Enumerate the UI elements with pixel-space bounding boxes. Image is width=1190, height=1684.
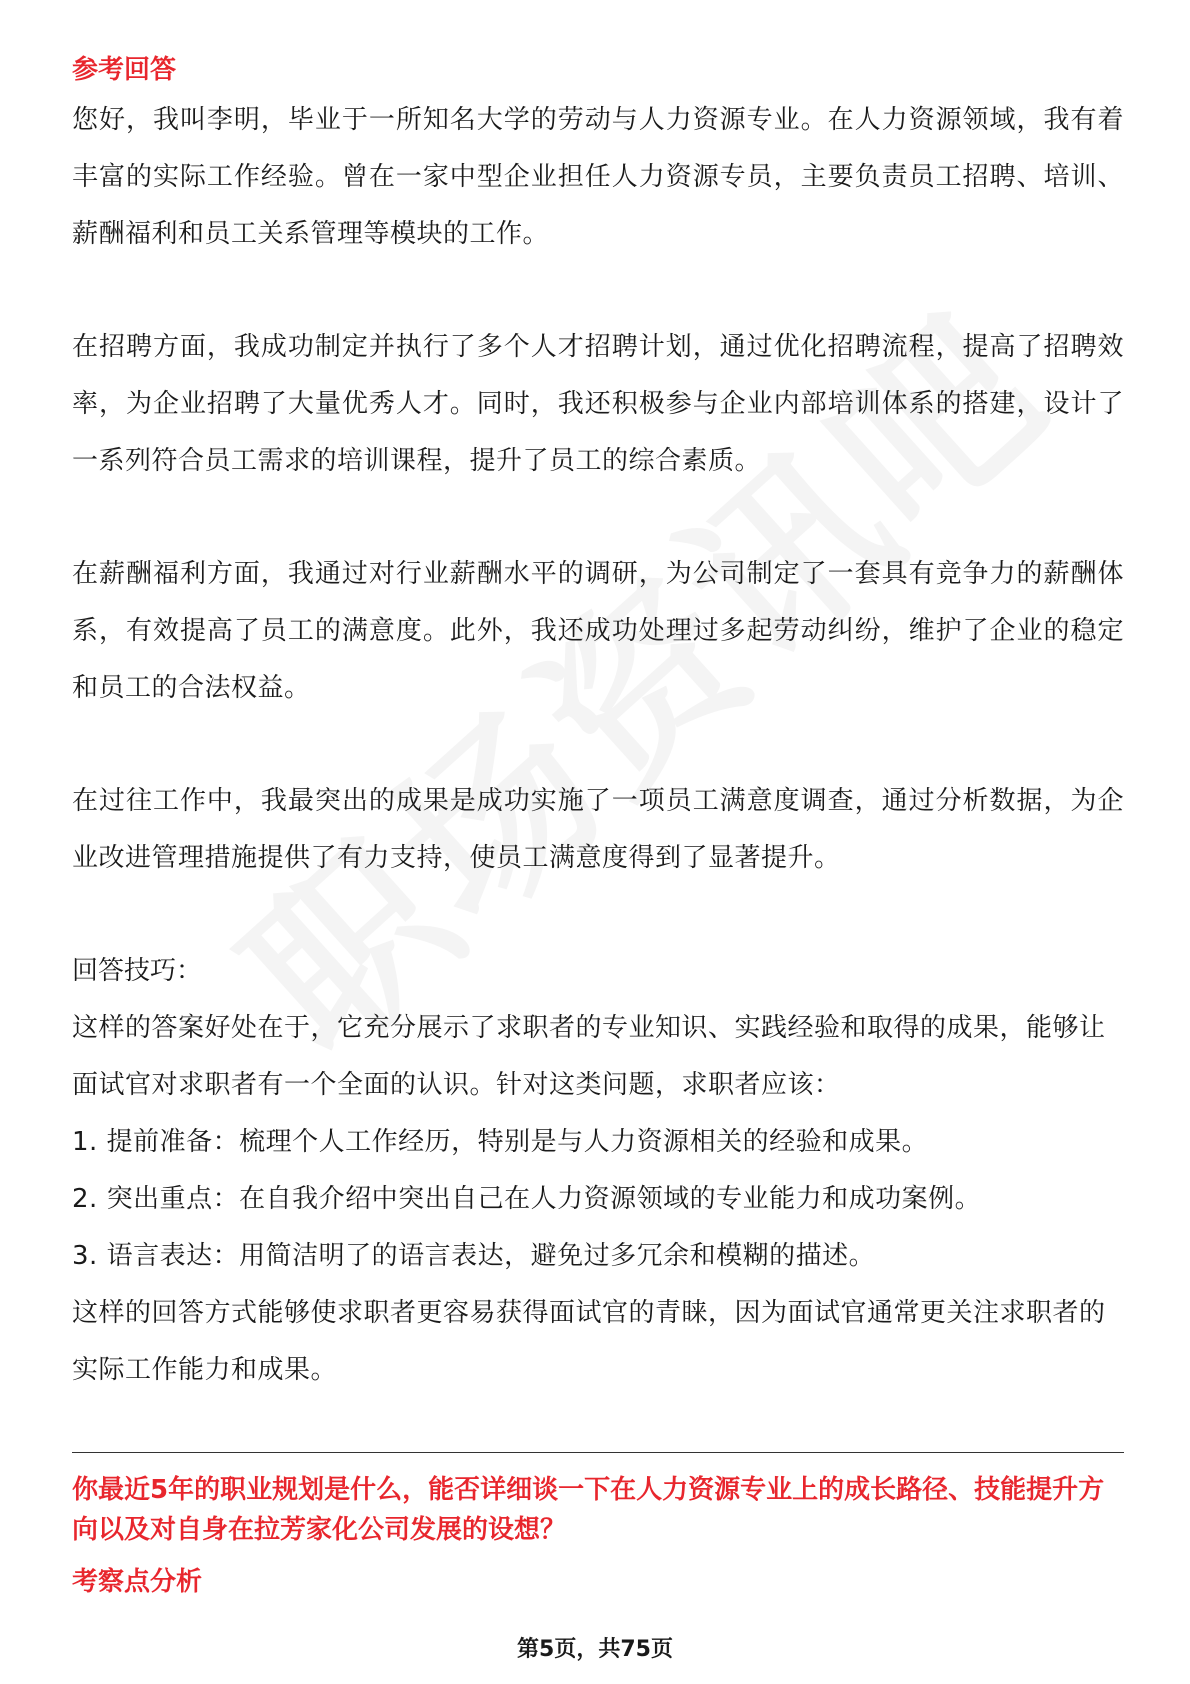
- answer-section: [72, 48, 1124, 1399]
- answer-paragraph-2: 在招聘方面，我成功制定并执行了多个人才招聘计划，通过优化招聘流程，提高了招聘效率，为企业招聘了大量优秀人才。同时，我还积极参与企业内部培训体系的搭建，设计了一系列符合员工需求的培训课程，提升了员工的综合素质。: [72, 332, 1124, 476]
- analysis-heading: 考察点分析: [72, 1567, 203, 1597]
- answer-paragraph-3: 在薪酬福利方面，我通过对行业薪酬水平的调研，为公司制定了一套具有竞争力的薪酬体系，有效提高了员工的满意度。此外，我还成功处理过多起劳动纠纷，维护了企业的稳定和员工的合法权益。: [72, 559, 1124, 703]
- tips-conclusion: 这样的回答方式能够使求职者更容易获得面试官的青睐，因为面试官通常更关注求职者的实际工作能力和成果。: [72, 1298, 1106, 1385]
- next-question: 你最近5年的职业规划是什么，能否详细谈一下在人力资源专业上的成长路径、技能提升方向以及对自身在拉芳家化公司发展的设想？: [72, 1475, 1105, 1545]
- page-number: 第5页，共75页: [517, 1637, 673, 1662]
- answer-paragraph-4: 在过往工作中，我最突出的成果是成功实施了一项员工满意度调查，通过分析数据，为企业改进管理措施提供了有力支持，使员工满意度得到了显著提升。: [72, 786, 1124, 873]
- answer-heading: 参考回答: [72, 55, 177, 85]
- answer-paragraph-1: 您好，我叫李明，毕业于一所知名大学的劳动与人力资源专业。在人力资源领域，我有着丰富的实际工作经验。曾在一家中型企业担任人力资源专员，主要负责员工招聘、培训、薪酬福利和员工关系管理等模块的工作。: [72, 105, 1124, 249]
- section-divider: [72, 1452, 1124, 1453]
- tips-item-1: 1. 提前准备：梳理个人工作经历，特别是与人力资源相关的经验和成果。: [72, 1127, 929, 1157]
- tips-section: [72, 943, 1124, 1399]
- tips-intro: 这样的答案好处在于，它充分展示了求职者的专业知识、实践经验和取得的成果，能够让面试官对求职者有一个全面的认识。针对这类问题，求职者应该：: [72, 1013, 1106, 1100]
- tips-item-3: 3. 语言表达：用简洁明了的语言表达，避免过多冗余和模糊的描述。: [72, 1241, 876, 1271]
- tips-item-2: 2. 突出重点：在自我介绍中突出自己在人力资源领域的专业能力和成功案例。: [72, 1184, 982, 1214]
- tips-title: 回答技巧：: [72, 956, 203, 986]
